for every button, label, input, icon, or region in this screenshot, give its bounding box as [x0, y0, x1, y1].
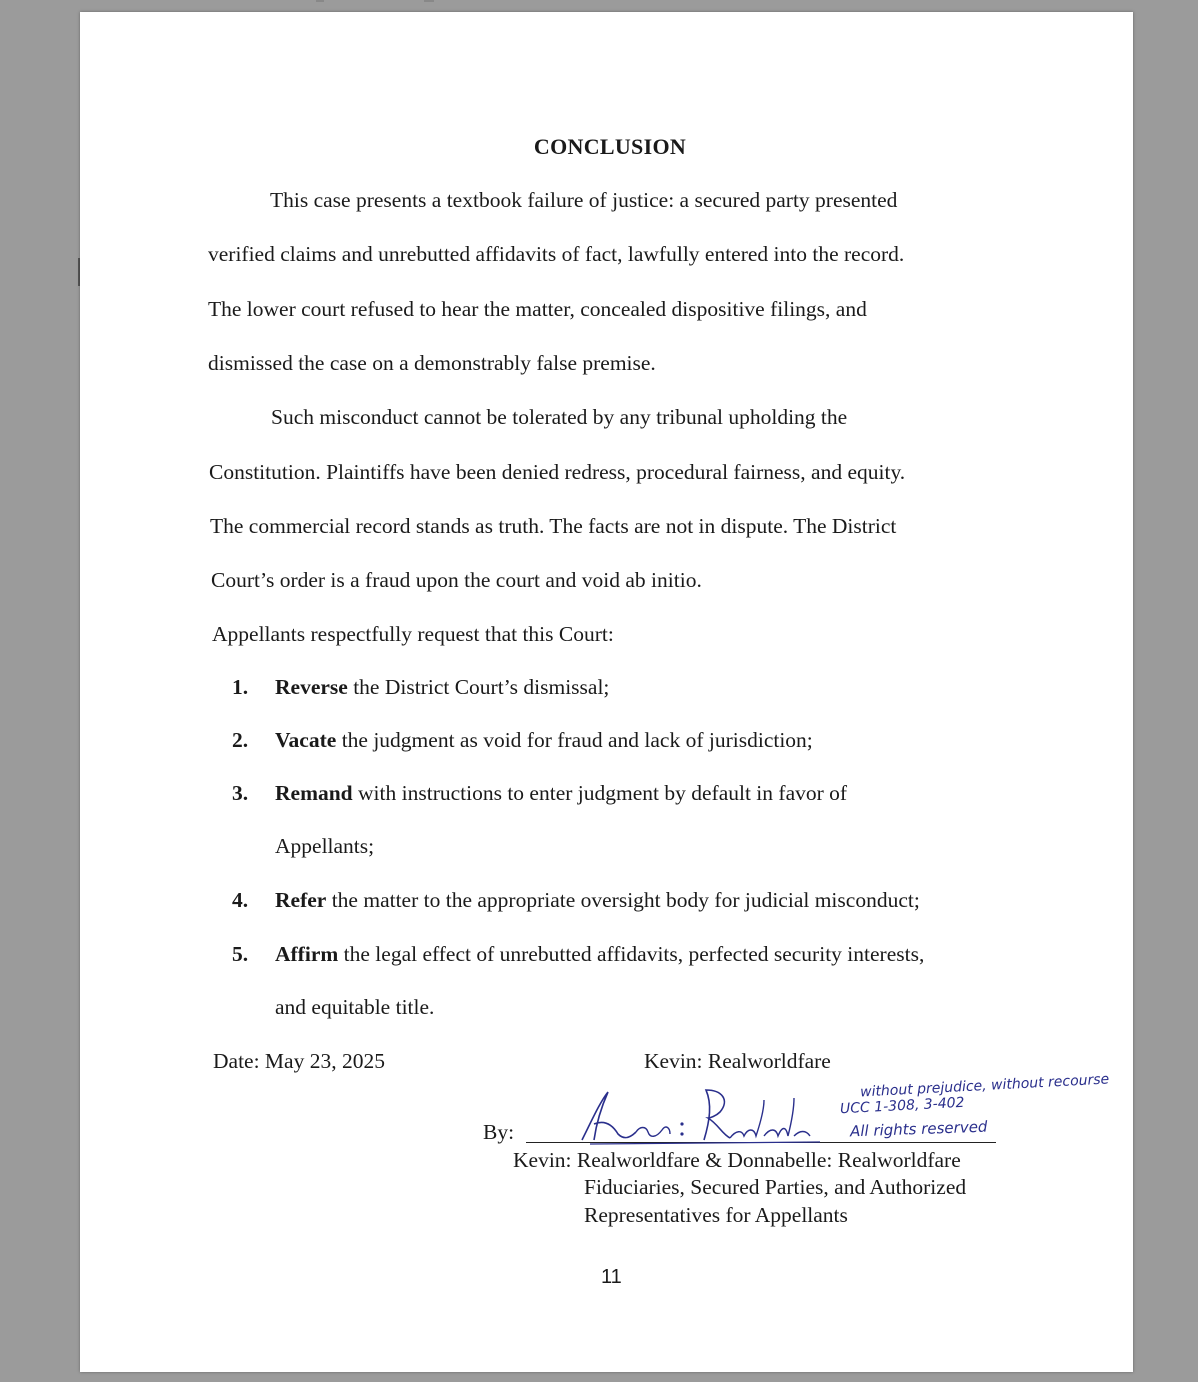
request-number: 1.	[232, 675, 249, 699]
request-verb: Remand	[275, 781, 353, 805]
scan-artifact	[424, 0, 434, 2]
page-number: 11	[601, 1266, 622, 1288]
paragraph-line: Such misconduct cannot be tolerated by any tribunal upholding the	[271, 405, 848, 429]
request-number: 3.	[232, 781, 249, 805]
paragraph-line: dismissed the case on a demonstrably false premise.	[208, 351, 656, 375]
request-verb: Reverse	[275, 675, 348, 699]
paragraph-line: verified claims and unrebutted affidavits of fact, lawfully entered into the record.	[208, 242, 905, 266]
request-continuation: Appellants;	[275, 834, 375, 858]
paragraph-line: The lower court refused to hear the matter, concealed dispositive filings, and	[208, 297, 867, 321]
request-item	[275, 674, 609, 700]
scan-artifact	[316, 0, 324, 2]
request-verb: Vacate	[275, 728, 337, 752]
request-text: the legal effect of unrebutted affidavits, perfected security interests,	[338, 942, 925, 966]
signatory-line: Representatives for Appellants	[584, 1203, 848, 1227]
request-continuation: and equitable title.	[275, 995, 435, 1019]
request-text: the District Court’s dismissal;	[347, 675, 610, 699]
request-item	[275, 780, 847, 806]
document-page	[80, 12, 1133, 1372]
section-heading: CONCLUSION	[533, 134, 687, 159]
paragraph-line: Constitution. Plaintiffs have been denied redress, procedural fairness, and equity.	[209, 460, 906, 484]
signatory-line: Kevin: Realworldfare & Donnabelle: Realworldfare	[513, 1148, 961, 1172]
handwritten-note: without prejudice, without recourse	[859, 1071, 1110, 1101]
request-text: the matter to the appropriate oversight body for judicial misconduct;	[326, 888, 920, 912]
request-number: 5.	[232, 942, 249, 966]
handwritten-note: All rights reserved	[849, 1117, 988, 1141]
signature-image	[570, 1080, 830, 1150]
paragraph-line: This case presents a textbook failure of justice: a secured party presented	[270, 188, 898, 212]
request-text: the judgment as void for fraud and lack of jurisdiction;	[336, 728, 813, 752]
request-verb: Refer	[275, 888, 327, 912]
date-line: Date: May 23, 2025	[213, 1049, 385, 1073]
request-item	[275, 727, 813, 753]
request-text: with instructions to enter judgment by default in favor of	[352, 781, 848, 805]
signatory-line: Fiduciaries, Secured Parties, and Authorized	[584, 1175, 967, 1199]
by-label: By:	[483, 1120, 515, 1144]
handwritten-note: UCC 1-308, 3-402	[839, 1094, 965, 1118]
request-item	[275, 941, 924, 967]
request-item	[275, 887, 920, 913]
request-number: 2.	[232, 728, 249, 752]
request-verb: Affirm	[275, 942, 339, 966]
paragraph-line: The commercial record stands as truth. The facts are not in dispute. The District	[210, 514, 897, 538]
signer-name: Kevin: Realworldfare	[644, 1049, 831, 1073]
paragraph-line: Court’s order is a fraud upon the court and void ab initio.	[211, 568, 702, 592]
request-intro: Appellants respectfully request that this Court:	[212, 622, 614, 646]
request-number: 4.	[232, 888, 249, 912]
